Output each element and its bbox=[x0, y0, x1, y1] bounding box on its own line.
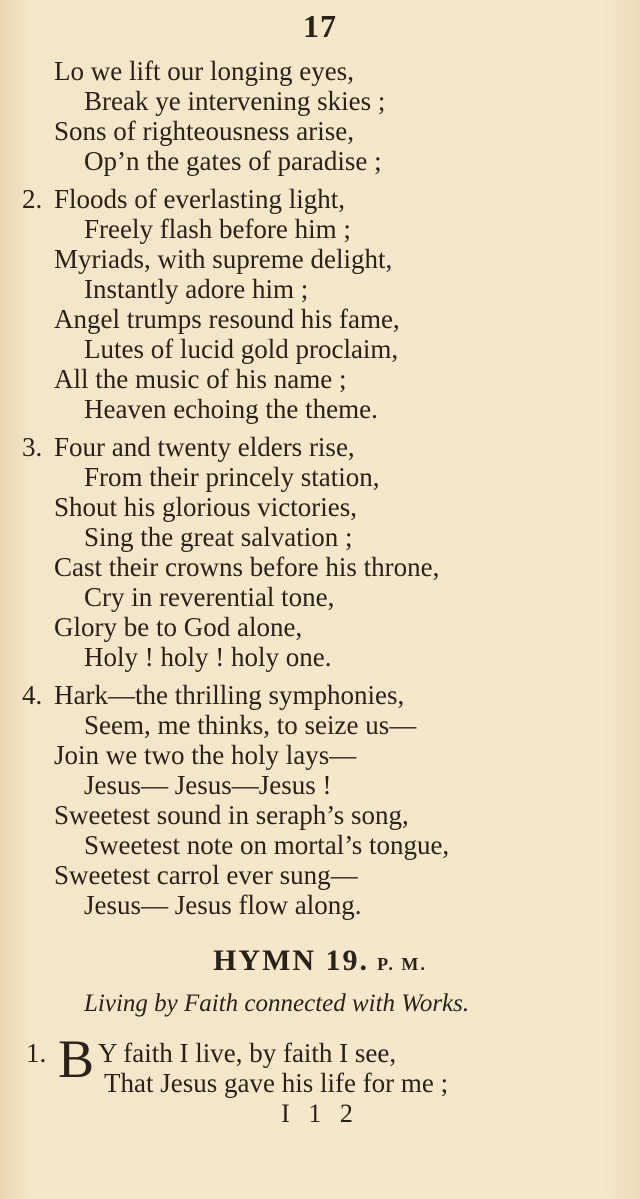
verse-line: Hark—the thrilling symphonies, bbox=[54, 680, 405, 710]
verse-line: Seem, me thinks, to seize us— bbox=[84, 710, 417, 740]
stanza-number: 2. bbox=[22, 184, 43, 214]
drop-cap: B bbox=[58, 1029, 95, 1089]
verse-line: Four and twenty elders rise, bbox=[54, 432, 355, 462]
verse-line: Cry in reverential tone, bbox=[84, 582, 335, 612]
verse-line: Sing the great salvation ; bbox=[84, 522, 353, 552]
verse-line: Lutes of lucid gold proclaim, bbox=[84, 334, 399, 364]
verse-line: Floods of everlasting light, bbox=[54, 184, 345, 214]
verse-line: Heaven echoing the theme. bbox=[84, 394, 378, 424]
verse-line: Myriads, with supreme delight, bbox=[54, 244, 393, 274]
verse-line: Holy ! holy ! holy one. bbox=[84, 642, 332, 672]
verse-line: Lo we lift our longing eyes, bbox=[54, 56, 354, 86]
verse-line: Cast their crowns before his throne, bbox=[54, 552, 440, 582]
signature-mark: I 1 2 bbox=[281, 1099, 359, 1128]
verse-line: Shout his glorious victories, bbox=[54, 492, 357, 522]
verse-line: All the music of his name ; bbox=[54, 364, 347, 394]
stanza-number: 4. bbox=[22, 680, 43, 710]
stanza-number: 3. bbox=[22, 432, 43, 462]
verse-line: Jesus— Jesus—Jesus ! bbox=[84, 770, 332, 800]
hymn-title bbox=[0, 944, 640, 978]
stanza-number: 1. bbox=[26, 1038, 47, 1068]
verse-line: Y faith I live, by faith I see, bbox=[98, 1038, 397, 1068]
verse-line: Sweetest carrol ever sung— bbox=[54, 860, 358, 890]
verse-line: Sons of righteousness arise, bbox=[54, 116, 354, 146]
verse-line: From their princely station, bbox=[84, 462, 380, 492]
hymn-meter: P. M. bbox=[377, 954, 427, 974]
verse-line: That Jesus gave his life for me ; bbox=[104, 1068, 449, 1098]
hymn-title-text: HYMN 19. bbox=[213, 944, 370, 977]
verse-line: Sweetest note on mortal’s tongue, bbox=[84, 830, 450, 860]
verse-line: Break ye intervening skies ; bbox=[84, 86, 386, 116]
verse-line: Glory be to God alone, bbox=[54, 612, 303, 642]
verse-line: Angel trumps resound his fame, bbox=[54, 304, 400, 334]
verse-line: Freely flash before him ; bbox=[84, 214, 351, 244]
verse-line: Sweetest sound in seraph’s song, bbox=[54, 800, 409, 830]
verse-line: Jesus— Jesus flow along. bbox=[84, 890, 362, 920]
verse-line: Instantly adore him ; bbox=[84, 274, 309, 304]
page-number: 17 bbox=[303, 8, 337, 44]
verse-line: Op’n the gates of paradise ; bbox=[84, 146, 382, 176]
verse-line: Join we two the holy lays— bbox=[54, 740, 357, 770]
hymn-subtitle: Living by Faith connected with Works. bbox=[84, 990, 470, 1017]
